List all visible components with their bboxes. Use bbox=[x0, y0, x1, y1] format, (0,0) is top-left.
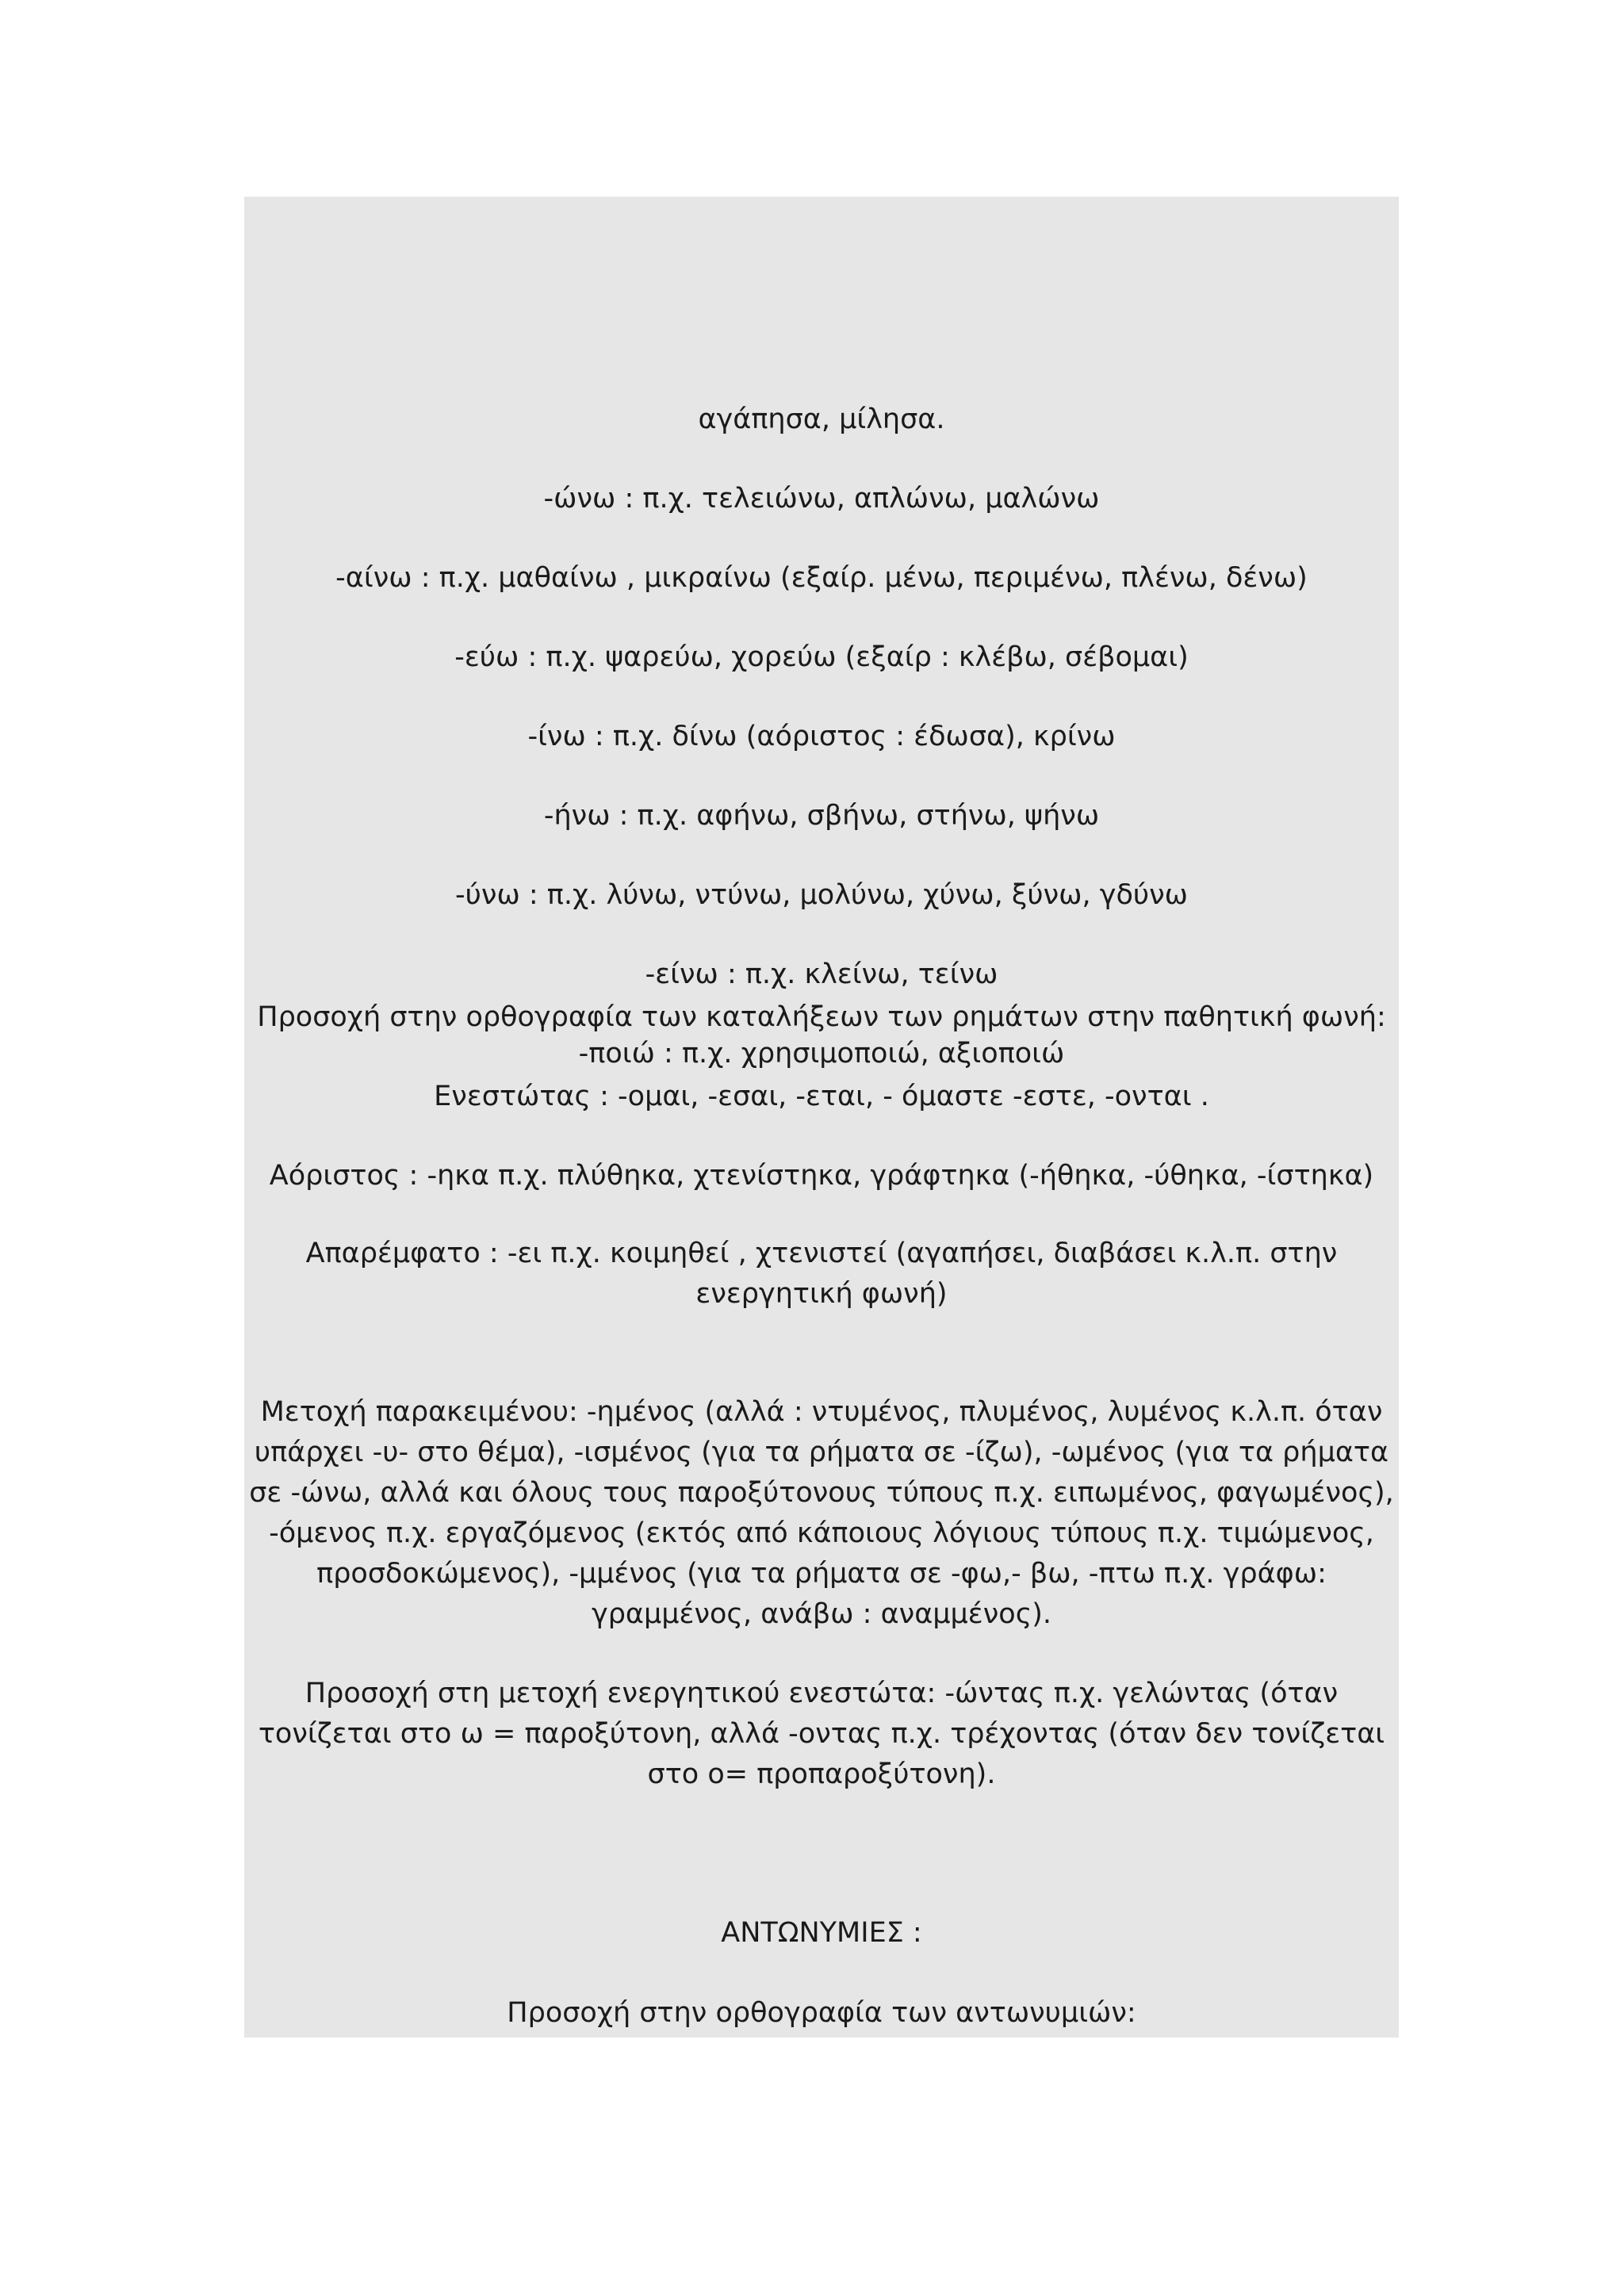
verb-line: αγάπησα, μίλησα. bbox=[698, 404, 945, 435]
pronouns-heading: ΑΝΤΩΝΥΜΙΕΣ : bbox=[721, 1917, 922, 1949]
verb-line: -εύω : π.χ. ψαρεύω, χορεύω (εξαίρ : κλέβω, σέβομαι) bbox=[454, 641, 1189, 673]
verb-line: -αίνω : π.χ. μαθαίνω , μικραίνω (εξαίρ. μένω, περιμένω, πλένω, δένω) bbox=[335, 562, 1308, 594]
verb-line: -ίνω : π.χ. δίνω (αόριστος : έδωσα), κρίνω bbox=[527, 721, 1116, 752]
aorist-line: Αόριστος : -ηκα π.χ. πλύθηκα, χτενίστηκα, γράφτηκα (-ήθηκα, -ύθηκα, -ίστηκα) bbox=[269, 1160, 1374, 1192]
active-participle-paragraph: Προσοχή στη μετοχή ενεργητικού ενεστώτα: -ώντας π.χ. γελώντας (όταν τονίζεται στο ω = παροξύτονη, αλλά -οντας π.χ. τρέχοντας (όταν δεν τονίζεται στο ο= προπαροξύτονη). bbox=[258, 1678, 1385, 1790]
participle-paragraph: Μετοχή παρακειμένου: -ημένος (αλλά : ντυμένος, πλυμένος, λυμένος κ.λ.π. όταν υπάρχει -υ- στο θέμα), -ισμένος (για τα ρήματα σε -ίζω), -ωμένος (για τα ρήματα σε -ώνω, αλλά και όλους τους παροξύτονους τύπους π.χ. ειπωμένος, φαγωμένος), -όμενος π.χ. εργαζόμενος (εκτός από κάποιους λόγιους τύπους π.χ. τιμώμενος, προσδοκώμενος), -μμένος (για τα ρήματα σε -φω,- βω, -πτω π.χ. γράφω: γραμμένος, ανάβω : αναμμένος). bbox=[249, 1396, 1394, 1630]
verb-line: -ώνω : π.χ. τελειώνω, απλώνω, μαλώνω bbox=[543, 483, 1100, 515]
verb-line: -ποιώ : π.χ. χρησιμοποιώ, αξιοποιώ bbox=[578, 1038, 1065, 1070]
verb-line: -ήνω : π.χ. αφήνω, σβήνω, στήνω, ψήνω bbox=[543, 800, 1100, 832]
pronouns-line: Προσοχή στην ορθογραφία των αντωνυμιών: bbox=[507, 1997, 1136, 2029]
infinitive-paragraph: Απαρέμφατο : -ει π.χ. κοιμηθεί , χτενιστεί (αγαπήσει, διαβάσει κ.λ.π. στην ενεργητική φωνή) bbox=[305, 1238, 1338, 1310]
verb-line: -είνω : π.χ. κλείνω, τείνω bbox=[645, 959, 998, 990]
present-tense-line: Ενεστώτας : -ομαι, -εσαι, -εται, - όμαστε -εστε, -ονται . bbox=[434, 1081, 1209, 1112]
passive-voice-heading: Προσοχή στην ορθογραφία των καταλήξεων των ρημάτων στην παθητική φωνή: bbox=[257, 1001, 1386, 1033]
verb-line: -ύνω : π.χ. λύνω, ντύνω, μολύνω, χύνω, ξύνω, γδύνω bbox=[455, 879, 1188, 911]
